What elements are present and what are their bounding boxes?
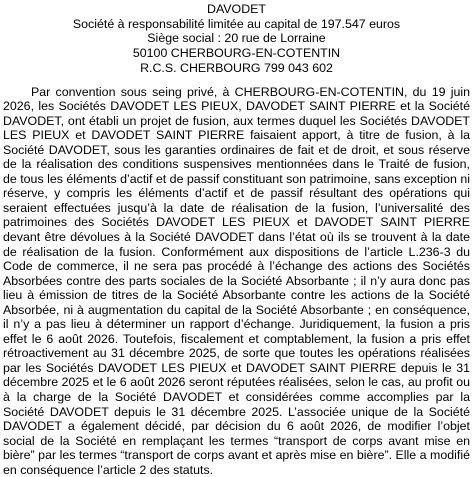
notice-header — [3, 2, 470, 76]
rcs-registration: R.C.S. CHERBOURG 799 043 602 — [140, 60, 333, 75]
notice-body: Par convention sous seing privé, à CHERBOURG-EN-COTENTIN, du 19 juin 2026, les Sociétés DAVODET LES PIEUX, DAVODET SAINT PIERRE et la Société DAVODET, ont établi un projet de fusion, aux termes duquel les Sociétés DAVODET LES PIEUX et DAVODET SAINT PIERRE faisaient apport, à titre de fusion, à la Société DAVODET, sous les garanties ordinaires de fait et de droit, et sous réserve de la réalisation des conditions suspensives mentionnées dans le Traité de fusion, de tous les éléments d’actif et de passif constituant son patrimoine, sans exception ni réserve, y compris les éléments d’actif et de passif résultant des opérations qui seraient effectuées jusqu’à la date de réalisation de la fusion, l’universalité des patrimoines des Sociétés DAVODET LES PIEUX et DAVODET SAINT PIERRE devant être dévolues à la Société DAVODET dans l’état où ils se trouvent à la date de réalisation de la fusion. Conformément aux dispositions de l’article L.236-3 du Code de commerce, il ne sera pas procédé à l’échange des actions des Sociétés Absorbées contre des parts sociales de la Société Absorbante ; il n’y aura donc pas lieu à émission de titres de la Société Absorbante contre les actions de la Société Absorbée, ni à augmentation du capital de la Société Absorbante ; en conséquence, il n’y a pas lieu à déterminer un rapport d’échange. Juridiquement, la fusion a pris effet le 6 août 2026. Toutefois, fiscalement et comptablement, la fusion a pris effet rétroactivement au 31 décembre 2025, de sorte que toutes les opérations réalisées par les Sociétés DAVODET LES PIEUX et DAVODET SAINT PIERRE depuis le 31 décembre 2025 et le 6 août 2026 seront réputées réalisées, selon le cas, au profit ou à la charge de la Société DAVODET et considérées comme accomplies par la Société DAVODET depuis le 31 décembre 2025. L’associée unique de la Société DAVODET a également décidé, par décision du 6 août 2026, de modifier l’objet social de la Société en remplaçant les termes “transport de corps avant mise en bière” par les termes “transport de corps avant et après mise en bière”. Elle a modifié en conséquence l’article 2 des statuts. — [3, 84, 470, 477]
company-legal-form: Société à responsabilité limitée au capital de 197.547 euros — [72, 16, 401, 31]
company-name: DAVODET — [207, 2, 266, 16]
registered-office: Siège social : 20 rue de Lorraine — [147, 31, 326, 46]
postal-address: 50100 CHERBOURG-EN-COTENTIN — [132, 46, 341, 61]
